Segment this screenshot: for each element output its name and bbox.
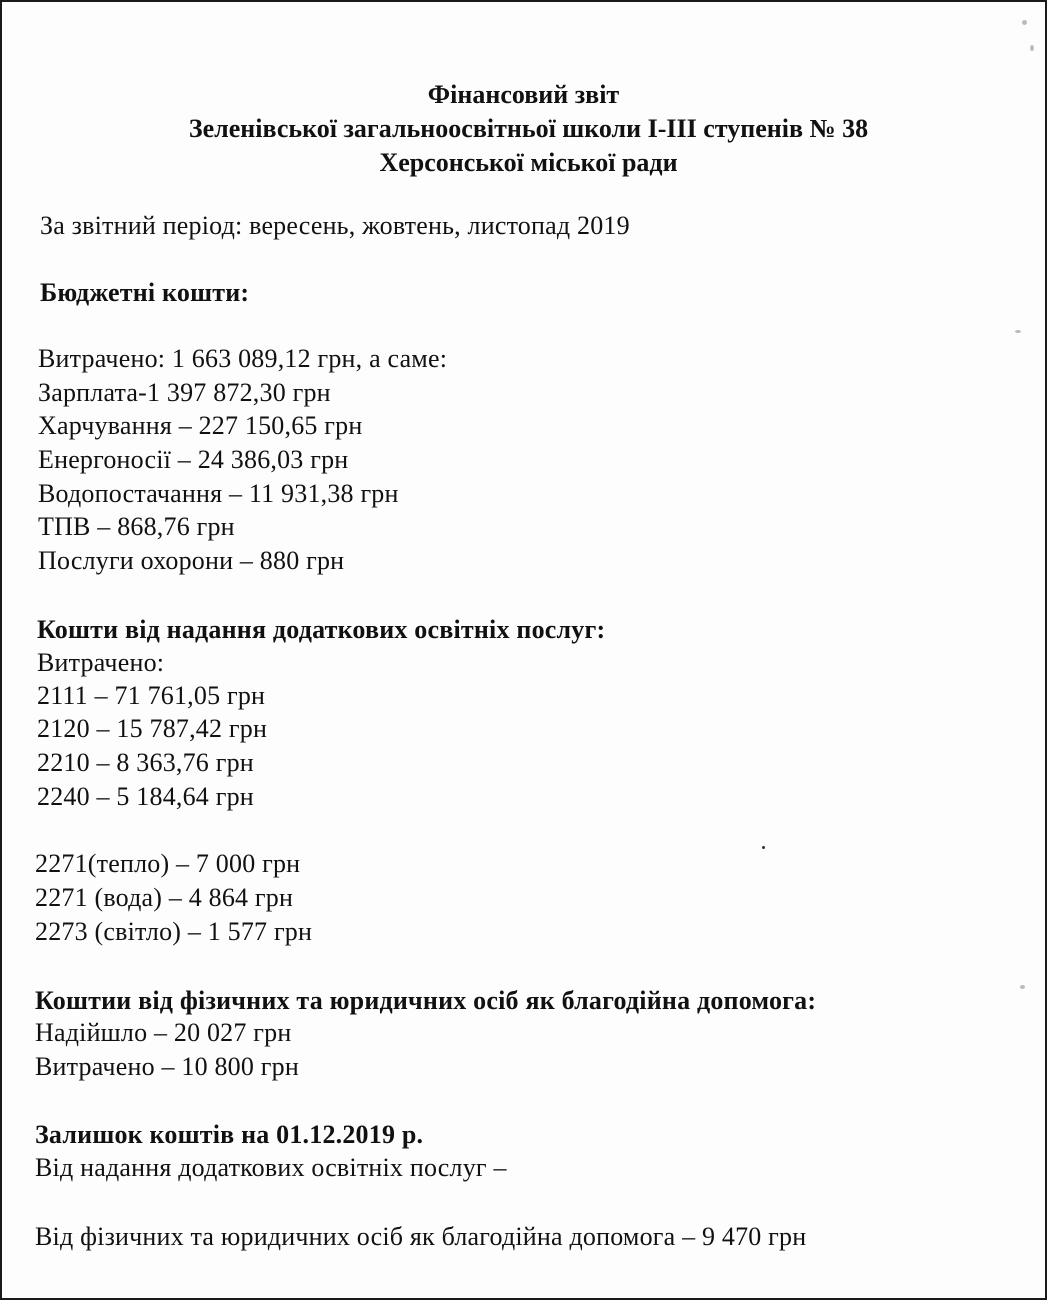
utilities-item: 2271(тепло) – 7 000 грн: [35, 849, 301, 878]
budget-item: Харчування – 227 150,65 грн: [38, 411, 363, 440]
scan-speck: [1022, 20, 1027, 25]
balance-heading: Залишок коштів на 01.12.2019 р.: [35, 1120, 424, 1149]
reporting-period: За звітний період: вересень, жовтень, листопад 2019: [40, 211, 630, 240]
report-title: [0, 78, 1047, 180]
title-line-2: Зеленівської загальноосвітньої школи І-ІІІ ступенів № 38: [188, 114, 869, 143]
scan-speck: [1020, 985, 1025, 989]
title-line-1: Фінансовий звіт: [427, 80, 620, 109]
scan-speck: [1015, 330, 1021, 333]
title-line-3: Херсонської міської ради: [379, 148, 678, 177]
scan-speck: [762, 846, 765, 849]
charity-spent: Витрачено – 10 800 грн: [35, 1052, 299, 1081]
budget-item: Енергоносії – 24 386,03 грн: [38, 445, 349, 474]
budget-spent-total: Витрачено: 1 663 089,12 грн, а саме:: [38, 344, 448, 373]
services-item: 2240 – 5 184,64 грн: [37, 782, 254, 811]
balance-services: Від надання додаткових освітніх послуг –: [35, 1153, 507, 1182]
scan-speck: [1030, 45, 1034, 51]
services-spent-label: Витрачено:: [37, 648, 165, 677]
charity-received: Надійшло – 20 027 грн: [35, 1018, 292, 1047]
utilities-item: 2273 (світло) – 1 577 грн: [35, 917, 313, 946]
budget-item: Зарплата-1 397 872,30 грн: [38, 378, 331, 407]
budget-item: ТПВ – 868,76 грн: [38, 512, 235, 541]
balance-charity: Від фізичних та юридичних осіб як благодійна допомога – 9 470 грн: [35, 1222, 807, 1251]
budget-item: Водопостачання – 11 931,38 грн: [38, 479, 399, 508]
utilities-item: 2271 (вода) – 4 864 грн: [35, 883, 294, 912]
services-item: 2120 – 15 787,42 грн: [37, 714, 268, 743]
services-item: 2210 – 8 363,76 грн: [37, 748, 254, 777]
charity-heading: Коштии від фізичних та юридичних осіб як благодійна допомога:: [35, 986, 817, 1015]
services-item: 2111 – 71 761,05 грн: [37, 681, 266, 710]
budget-item: Послуги охорони – 880 грн: [38, 546, 345, 575]
services-heading: Кошти від надання додаткових освітніх послуг:: [37, 615, 606, 644]
budget-heading: Бюджетні кошти:: [40, 278, 250, 307]
